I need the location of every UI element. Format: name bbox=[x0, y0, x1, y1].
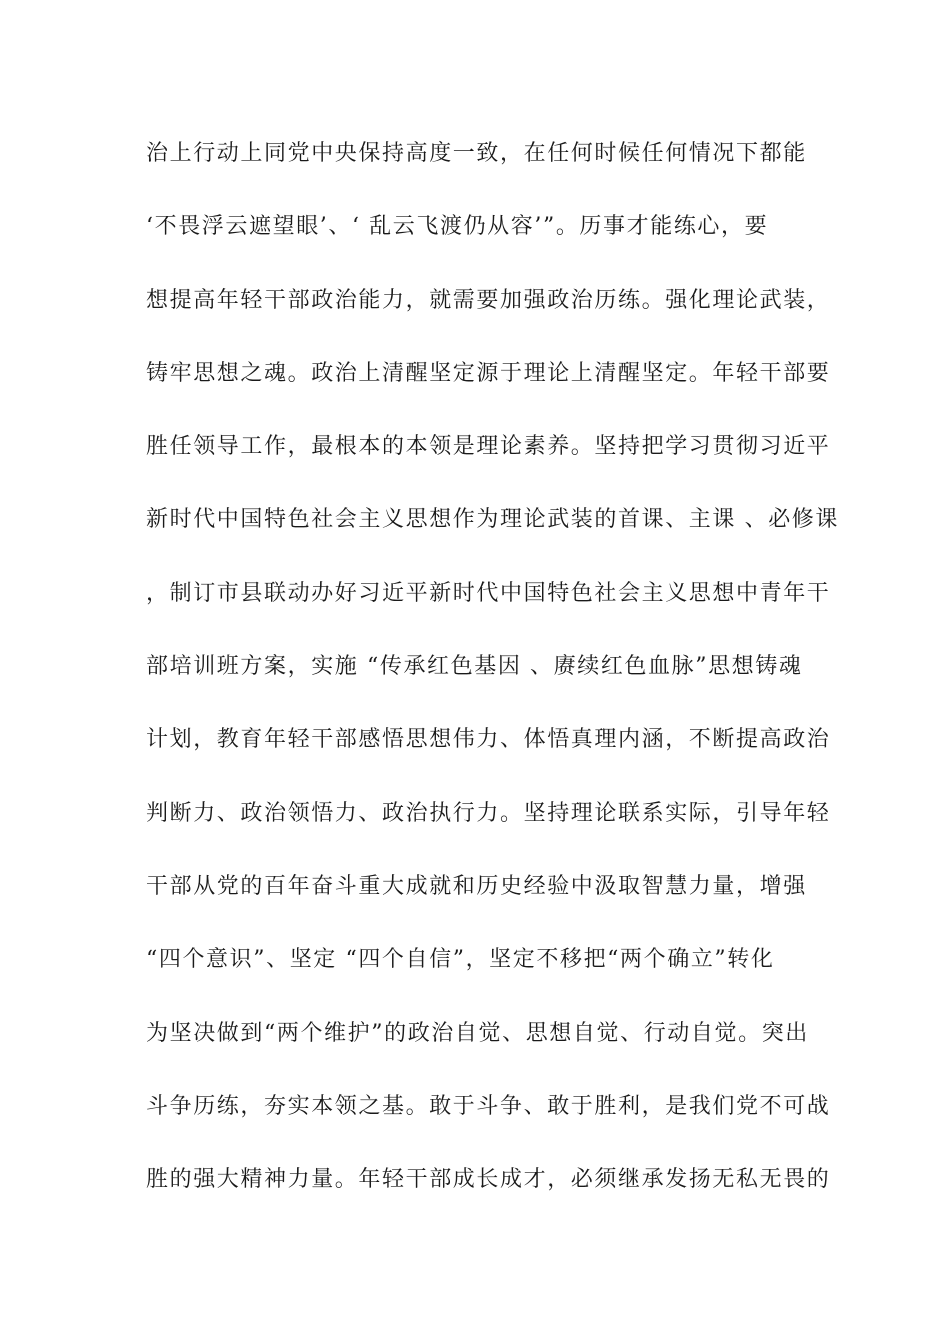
text-line: 治上行动上同党中央保持高度一致，在任何时候任何情况下都能 bbox=[146, 141, 807, 166]
text-line: 想提高年轻干部政治能力，就需要加强政治历练。强化理论武装， bbox=[146, 287, 831, 313]
text-line: “四个意识”、坚定 “四个自信”，坚定不移把“两个确立”转化 bbox=[146, 947, 775, 973]
text-line: 判断力、政治领悟力、政治执行力。坚持理论联系实际，引导年轻 bbox=[146, 800, 831, 826]
text-line: 部培训班方案，实施 “传承红色基因 、赓续红色血脉”思想铸魂 bbox=[146, 654, 803, 680]
text-line: 铸牢思想之魂。政治上清醒坚定源于理论上清醒坚定。年轻干部要 bbox=[146, 360, 831, 386]
text-line: 计划，教育年轻干部感悟思想伟力、体悟真理内涵，不断提高政治 bbox=[146, 727, 831, 753]
text-line: 胜的强大精神力量。年轻干部成长成才，必须继承发扬无私无畏的 bbox=[146, 1167, 831, 1193]
text-line: 为坚决做到“两个维护”的政治自觉、思想自觉、行动自觉。突出 bbox=[146, 1020, 809, 1046]
body-text bbox=[146, 133, 839, 1232]
text-line: 胜任领导工作，最根本的本领是理论素养。坚持把学习贯彻习近平 bbox=[146, 434, 831, 460]
text-line: 新时代中国特色社会主义思想作为理论武装的首课、主课 、必修课 bbox=[146, 507, 839, 533]
text-line: 斗争历练，夯实本领之基。敢于斗争、敢于胜利，是我们党不可战 bbox=[146, 1093, 831, 1119]
text-line: ‘不畏浮云遮望眼’、‘ 乱云飞渡仍从容’”。历事才能练心，要 bbox=[146, 214, 769, 240]
text-line: 干部从党的百年奋斗重大成就和历史经验中汲取智慧力量，增强 bbox=[146, 873, 807, 899]
text-line: ，制订市县联动办好习近平新时代中国特色社会主义思想中青年干 bbox=[146, 580, 831, 606]
